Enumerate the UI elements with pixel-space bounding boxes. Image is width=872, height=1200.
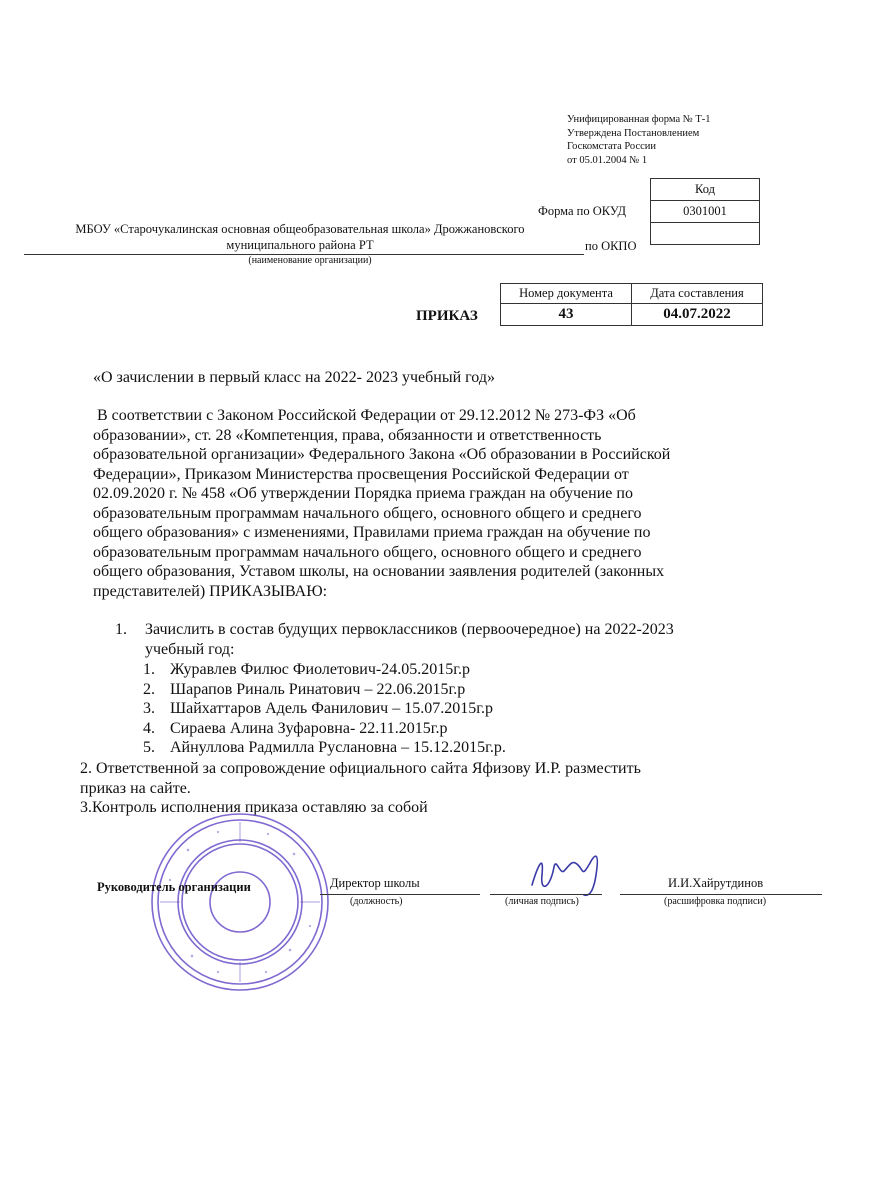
order-item-1 [115, 620, 735, 659]
head-of-organization-label: Руководитель организации [97, 880, 251, 894]
item-text-line: Зачислить в состав будущих первоклассников (первоочередное) на 2022-2023 [145, 621, 674, 638]
preamble-line: образовательным программам начального общего, основного общего и среднего [93, 504, 642, 522]
preamble-line: общего образования» с изменениями, Правилами приема граждан на обучение по [93, 524, 651, 541]
full-name-caption: (расшифровка подписи) [664, 896, 767, 907]
student-name: Журавлев Филюс Фиолетович-24.05.2015г.р [170, 661, 470, 678]
order-number: 43 [501, 304, 632, 326]
codes-table [650, 178, 760, 245]
signature-underline [490, 894, 602, 895]
codes-header: Код [651, 179, 760, 201]
organization-name [30, 222, 570, 253]
item-text-line: учебный год: [145, 640, 235, 658]
student-name: Сираева Алина Зуфаровна- 22.11.2015г.р [170, 719, 448, 737]
personal-signature [520, 845, 615, 900]
form-note-line: Утверждена Постановлением [567, 127, 700, 139]
student-number: 4. [143, 719, 155, 737]
student-name: Айнуллова Радмилла Руслановна – 15.12.2015г.р. [170, 739, 506, 756]
form-approval-note [567, 113, 767, 167]
official-seal-stamp [148, 810, 333, 995]
preamble-line: образовательной организации» Федерального Закона «Об образовании в Российской [93, 446, 671, 463]
student-item [143, 719, 643, 739]
preamble-line: общего образования, Уставом школы, на основании заявления родителей (законных [93, 563, 665, 580]
student-item [143, 660, 643, 680]
preamble-line: В соответствии с Законом Российской Федерации от 29.12.2012 № 273-ФЗ «Об [93, 407, 636, 424]
students-list [143, 660, 643, 758]
order-subject: «О зачислении в первый класс на 2022- 2023 учебный год» [93, 369, 495, 386]
order-item-3: 3.Контроль исполнения приказа оставляю за собой [80, 799, 428, 816]
student-number: 1. [143, 661, 155, 678]
student-name: Шарапов Риналь Ринатович – 22.06.2015г.р [170, 680, 466, 698]
student-item [143, 738, 643, 758]
organization-name-line: МБОУ «Старочукалинская основная общеобразовательная школа» Дрожжановского [75, 222, 525, 236]
item-number: 1. [115, 621, 127, 638]
order-title: ПРИКАЗ [416, 308, 478, 324]
full-name-underline [620, 894, 822, 895]
student-name: Шайхаттаров Адель Фанилович – 15.07.2015г.р [170, 700, 493, 717]
order-table [500, 283, 763, 326]
organization-caption: (наименование организации) [248, 255, 372, 266]
okud-value: 0301001 [651, 201, 760, 223]
preamble-line: представителей) ПРИКАЗЫВАЮ: [93, 582, 328, 600]
order-date-header: Дата составления [632, 284, 763, 304]
preamble-line: 02.09.2020 г. № 458 «Об утверждении Порядка приема граждан на обучение по [93, 485, 633, 502]
form-note-line: Госкомстата России [567, 141, 656, 152]
okpo-label: по ОКПО [585, 239, 637, 253]
item-text-line: 2. Ответственной за сопровождение официального сайта Яфизову И.Р. разместить [80, 760, 641, 777]
preamble [93, 406, 733, 601]
preamble-line: образовании», ст. 28 «Компетенция, права, обязанности и ответственность [93, 426, 602, 444]
order-date: 04.07.2022 [632, 304, 763, 326]
position-caption: (должность) [350, 896, 403, 907]
student-item [143, 680, 643, 700]
student-number: 5. [143, 739, 155, 756]
form-note-line: Унифицированная форма № Т-1 [567, 114, 711, 125]
preamble-line: Федерации», Приказом Министерства просвещения Российской Федерации от [93, 465, 629, 483]
okud-label: Форма по ОКУД [538, 204, 626, 218]
item-text-line: приказ на сайте. [80, 779, 191, 797]
signature-caption: (личная подпись) [505, 896, 579, 907]
order-item-2 [80, 759, 740, 798]
okpo-value [651, 223, 760, 245]
form-note-line: от 05.01.2004 № 1 [567, 154, 648, 166]
student-number: 2. [143, 680, 155, 698]
position-underline [320, 894, 480, 895]
order-number-header: Номер документа [501, 284, 632, 304]
preamble-line: образовательным программам начального общего, основного общего и среднего [93, 543, 642, 561]
organization-name-line: муниципального района РТ [226, 237, 374, 252]
position-value: Директор школы [330, 876, 420, 890]
student-number: 3. [143, 700, 155, 717]
full-name-value: И.И.Хайрутдинов [668, 876, 764, 890]
student-item [143, 699, 643, 719]
